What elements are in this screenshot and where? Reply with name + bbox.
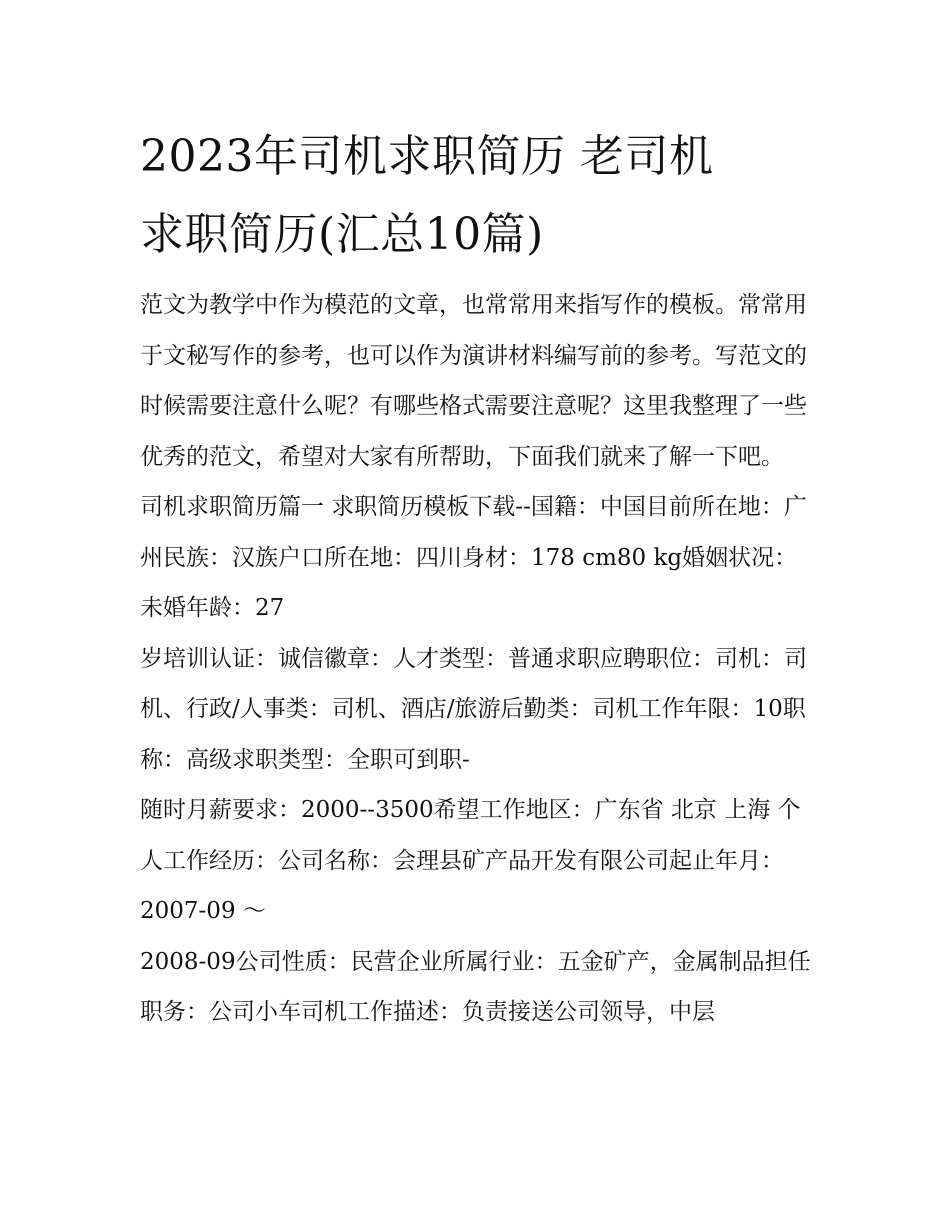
resume-paragraph-2: 岁培训认证：诚信徽章：人才类型：普通求职应聘职位：司机：司机、行政/人事类：司机、酒店/旅游后勤类：司机工作年限：10职称：高级求职类型：全职可到职- — [140, 645, 807, 773]
title-line-1: 2023年司机求职简历 老司机 — [140, 131, 714, 182]
resume-paragraph-1: 司机求职简历篇一 求职简历模板下载--国籍：中国目前所在地：广州民族：汉族户口所在地：四川身材：178 cm80 kg婚姻状况：未婚年龄：27 — [140, 494, 807, 621]
resume-paragraph-3: 随时月薪要求：2000--3500希望工作地区：广东省 北京 上海 个人工作经历：公司名称：会理县矿产品开发有限公司起止年月：2007-09 ～ — [140, 797, 801, 924]
resume-paragraph-4: 2008-09公司性质：民营企业所属行业：五金矿产，金属制品担任职务：公司小车司机工作描述：负责接送公司领导，中层 — [140, 948, 811, 1025]
document-page — [140, 118, 820, 1038]
title-line-2: 求职简历(汇总10篇) — [140, 209, 544, 260]
document-title — [140, 118, 820, 274]
intro-paragraph: 范文为教学中作为模范的文章，也常常用来指写作的模板。常常用于文秘写作的参考，也可以作为演讲材料编写前的参考。写范文的时候需要注意什么呢？有哪些格式需要注意呢？这里我整理了一些优秀的范文，希望对大家有所帮助，下面我们就来了解一下吧。 — [140, 292, 807, 470]
